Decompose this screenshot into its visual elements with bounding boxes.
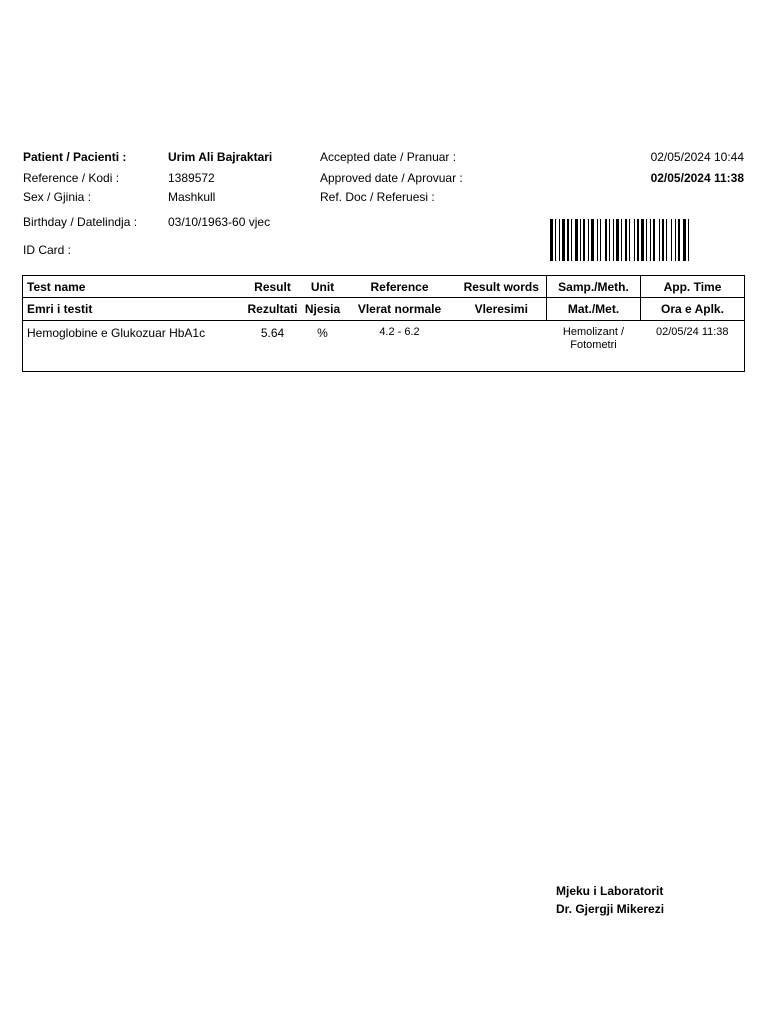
id-card-label: ID Card : (23, 243, 72, 257)
col-header-method-sq: Mat./Met. (547, 298, 641, 321)
barcode-image (550, 219, 744, 261)
cell-method-line1: Hemolizant / (562, 326, 625, 338)
cell-reference: 4.2 - 6.2 (379, 326, 420, 338)
col-header-result: Result (254, 279, 291, 294)
sex-value: Mashkull (168, 190, 216, 204)
col-header-reference-sq: Vlerat normale (343, 298, 457, 321)
cell-app-time: 02/05/24 11:38 (655, 326, 729, 338)
col-header-unit-sq: Njesia (303, 298, 343, 321)
cell-result-words (457, 321, 547, 372)
cell-test-name: Hemoglobine e Glukozuar HbA1c (27, 326, 206, 340)
col-header-result-sq: Rezultati (243, 298, 303, 321)
cell-method (547, 321, 641, 372)
patient-name-label: Patient / Pacienti : (23, 150, 127, 164)
accepted-date: 02/05/2024 10:44 (650, 150, 744, 164)
patient-name: Urim Ali Bajraktari (168, 150, 273, 164)
sex-label: Sex / Gjinia : (23, 190, 92, 204)
birthday-label: Birthday / Datelindja : (23, 215, 138, 229)
cell-method-line2: Fotometri (570, 339, 617, 351)
table-row (23, 321, 745, 372)
col-header-test-name-sq: Emri i testit (23, 298, 243, 321)
col-header-result-words: Result words (463, 279, 539, 294)
col-header-app-time: App. Time (641, 276, 745, 298)
col-header-reference: Reference (370, 279, 429, 294)
table-header-row-en (23, 276, 745, 298)
col-header-method: Samp./Meth. (547, 276, 641, 298)
birthday-value: 03/10/1963-60 vjec (168, 215, 271, 229)
results-table (22, 275, 745, 372)
cell-unit: % (317, 326, 328, 340)
col-header-unit: Unit (310, 279, 335, 294)
cell-result: 5.64 (260, 326, 285, 340)
col-header-test-name: Test name (27, 279, 86, 294)
col-header-app-time-sq: Ora e Aplk. (641, 298, 745, 321)
table-header-row-sq (23, 298, 745, 321)
col-header-result-words-sq: Vleresimi (457, 298, 547, 321)
signature-name: Dr. Gjergji Mikerezi (556, 902, 665, 916)
signature-title: Mjeku i Laboratorit (556, 884, 664, 898)
approved-date: 02/05/2024 11:38 (650, 171, 744, 185)
reference-label: Reference / Kodi : (23, 171, 120, 185)
reference-value: 1389572 (168, 171, 215, 185)
accepted-date-label: Accepted date / Pranuar : (320, 150, 457, 164)
ref-doc-label: Ref. Doc / Referuesi : (320, 190, 435, 204)
approved-date-label: Approved date / Aprovuar : (320, 171, 463, 185)
